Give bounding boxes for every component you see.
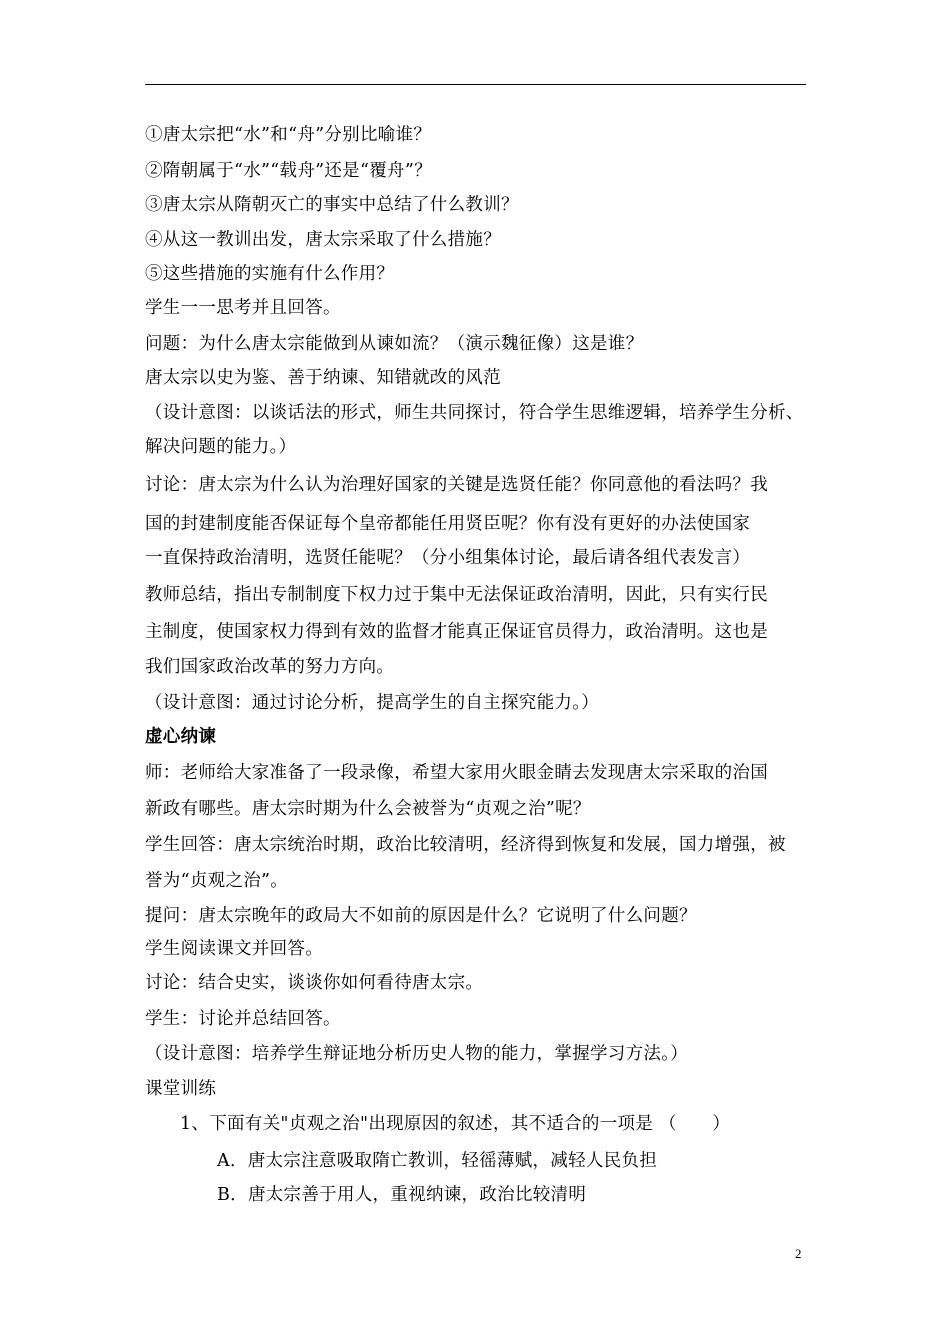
text-line: 学生回答：唐太宗统治时期，政治比较清明，经济得到恢复和发展，国力增强，被 [145, 835, 786, 855]
question-3: ③唐太宗从隋朝灭亡的事实中总结了什么教训？ [145, 195, 519, 215]
discussion-line: 国的封建制度能否保证每个皇帝都能任用贤臣呢？你有没有更好的办法使国家 [145, 514, 751, 534]
section-heading: 虚心纳谏 [145, 727, 217, 747]
question-4: ④从这一教训出发，唐太宗采取了什么措施？ [145, 230, 501, 250]
discussion-line: 一直保持政治清明，选贤任能呢？（分小组集体讨论，最后请各组代表发言） [145, 548, 751, 568]
design-intent-line: （设计意图：培养学生辩证地分析历史人物的能力，掌握学习方法。） [145, 1044, 689, 1064]
summary-line: 我们国家政治改革的努力方向。 [145, 657, 395, 677]
exercise-question: 1、下面有关"贞观之治"出现原因的叙述，其不适合的一项是 （ ） [180, 1114, 731, 1134]
exercise-option-b: B．唐太宗善于用人，重视纳谏，政治比较清明 [217, 1185, 587, 1205]
text-line: 提问：唐太宗晚年的政局大不如前的原因是什么？它说明了什么问题？ [145, 906, 697, 926]
summary-line: 主制度，使国家权力得到有效的监督才能真正保证官员得力，政治清明。这也是 [145, 622, 768, 642]
section-heading: 课堂训练 [145, 1079, 217, 1099]
discussion-line: 讨论：唐太宗为什么认为治理好国家的关键是选贤任能？你同意他的看法吗？我 [145, 475, 768, 495]
text-line: 学生阅读课文并回答。 [145, 939, 323, 959]
summary-line: 教师总结，指出专制制度下权力过于集中无法保证政治清明，因此，只有实行民 [145, 585, 768, 605]
question-5: ⑤这些措施的实施有什么作用？ [145, 264, 395, 284]
text-line: 唐太宗以史为鉴、善于纳谏、知错就改的风范 [145, 368, 501, 388]
text-line: 学生：讨论并总结回答。 [145, 1009, 341, 1029]
question-2: ②隋朝属于“水”“载舟”还是“覆舟”？ [145, 161, 432, 181]
page-number: 2 [795, 1246, 802, 1261]
text-line: 问题：为什么唐太宗能做到从谏如流？（演示魏征像）这是谁？ [145, 334, 644, 354]
text-line: 师：老师给大家准备了一段录像，希望大家用火眼金睛去发现唐太宗采取的治国 [145, 763, 768, 783]
header-rule [145, 84, 806, 85]
design-intent-line: 解决问题的能力。） [145, 437, 297, 457]
design-intent-line: （设计意图：以谈话法的形式，师生共同探讨，符合学生思维逻辑，培养学生分析、 [145, 403, 804, 423]
exercise-option-a: A．唐太宗注意吸取隋亡教训，轻徭薄赋，减轻人民负担 [217, 1151, 658, 1171]
text-line: 誉为“贞观之治”。 [145, 871, 289, 891]
text-line: 学生一一思考并且回答。 [145, 298, 341, 318]
text-line: 讨论：结合史实，谈谈你如何看待唐太宗。 [145, 973, 484, 993]
design-intent-line: （设计意图：通过讨论分析，提高学生的自主探究能力。） [145, 693, 600, 713]
question-1: ①唐太宗把“水”和“舟”分别比喻谁？ [145, 125, 432, 145]
text-line: 新政有哪些。唐太宗时期为什么会被誉为“贞观之治”呢？ [145, 799, 591, 819]
